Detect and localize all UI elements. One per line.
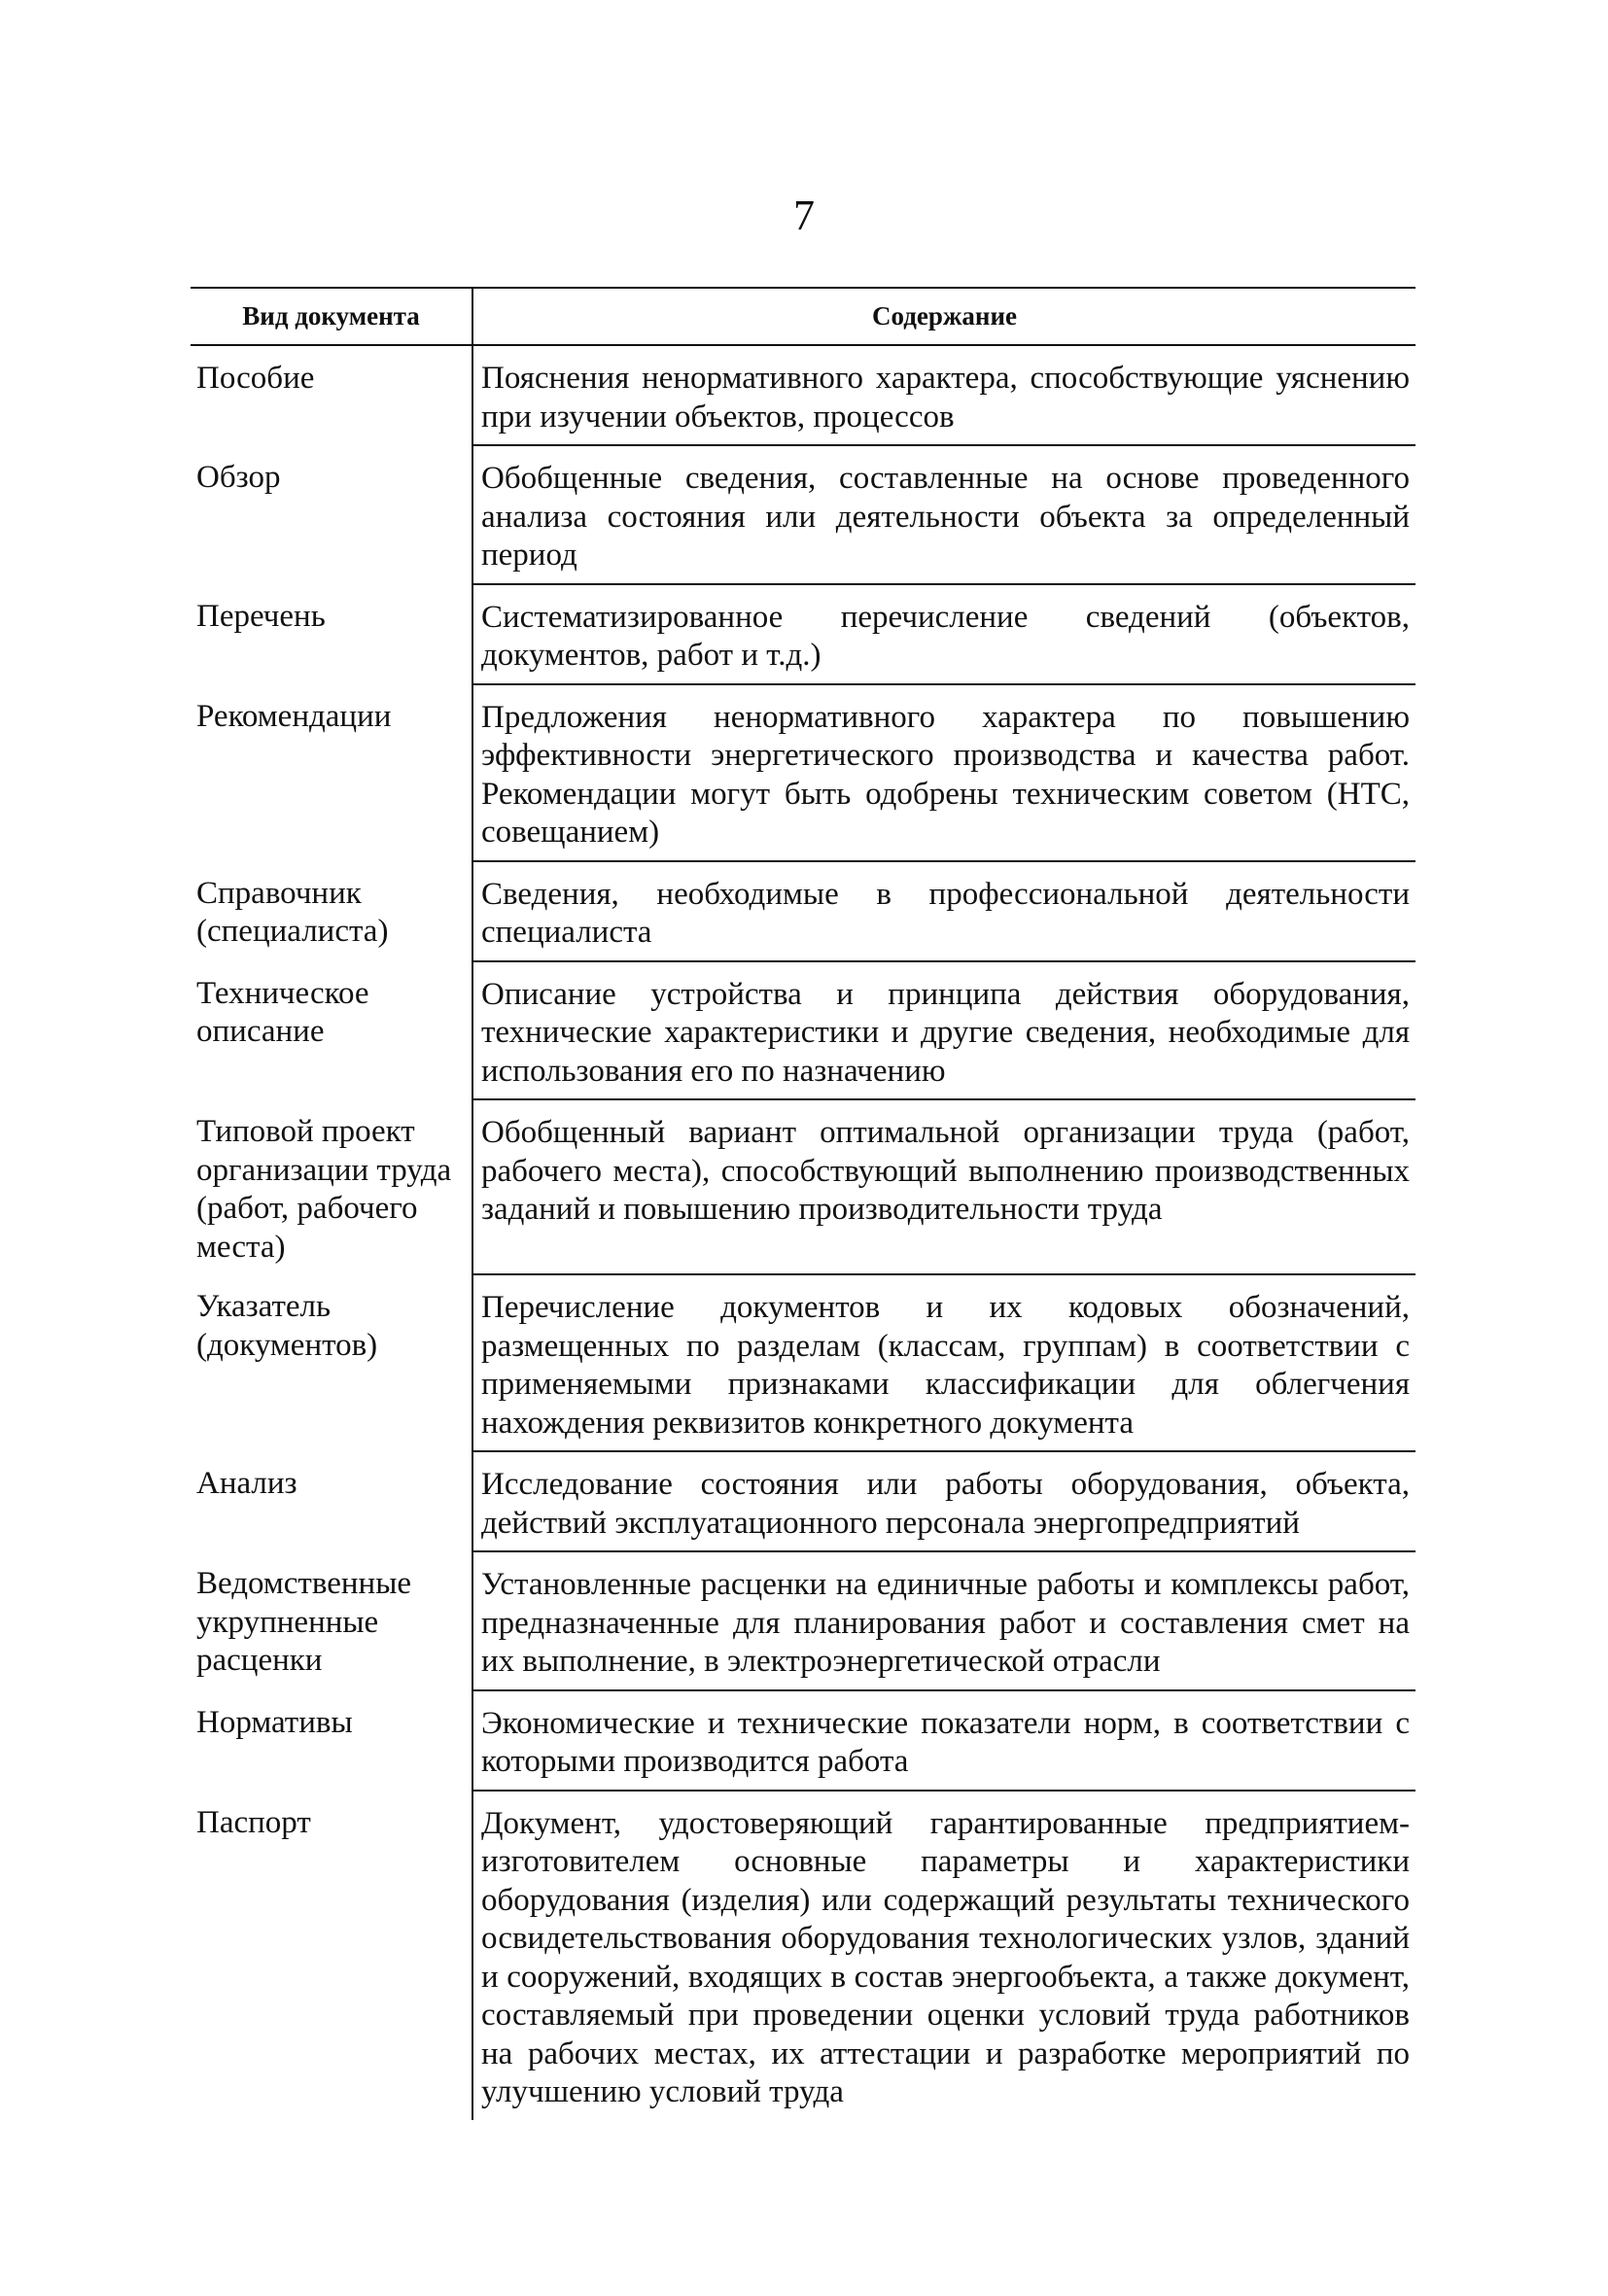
- table-row: [191, 1690, 1416, 1791]
- table-row: [191, 445, 1416, 584]
- document-kind-cell: Рекомендации: [191, 684, 472, 861]
- document-content-cell: Обобщенный вариант оптимальной организации труда (работ, рабочего места), способствующий выполнению производственных заданий и повышению производительности труда: [472, 1099, 1416, 1274]
- table-body: [191, 345, 1416, 2120]
- document-kind-cell: Техническое описание: [191, 961, 472, 1100]
- document-content-cell: Предложения ненормативного характера по повышению эффективности энергетического производства и качества работ. Рекомендации могут быть одобрены техническим советом (НТС, совещанием): [472, 684, 1416, 861]
- document-content-cell: Систематизированное перечисление сведений (объектов, документов, работ и т.д.): [472, 584, 1416, 684]
- document-kind-cell: Пособие: [191, 345, 472, 445]
- document-kind-cell: Анализ: [191, 1451, 472, 1551]
- document-types-table: [191, 287, 1416, 2120]
- document-content-cell: Обобщенные сведения, составленные на основе проведенного анализа состояния или деятельности объекта за определенный период: [472, 445, 1416, 584]
- document-kind-cell: Нормативы: [191, 1690, 472, 1791]
- document-content-cell: Описание устройства и принципа действия оборудования, технические характеристики и другие сведения, необходимые для использования его по назначению: [472, 961, 1416, 1100]
- table-row: [191, 1791, 1416, 2120]
- table-row: [191, 1551, 1416, 1690]
- header-document-kind: Вид документа: [191, 288, 472, 345]
- header-content: Содержание: [871, 301, 1018, 330]
- table-row: [191, 584, 1416, 684]
- table-row: [191, 861, 1416, 961]
- document-content-cell: Исследование состояния или работы оборудования, объекта, действий эксплуатационного персонала энергопредприятий: [472, 1451, 1416, 1551]
- table-row: [191, 1099, 1416, 1274]
- table-row: [191, 961, 1416, 1100]
- document-kind-cell: Справочник (специалиста): [191, 861, 472, 961]
- table-row: [191, 345, 1416, 445]
- document-kind-cell: Ведомственные укрупненные расценки: [191, 1551, 472, 1690]
- table-row: [191, 684, 1416, 861]
- table-row: [191, 1274, 1416, 1451]
- document-kind-cell: Паспорт: [191, 1791, 472, 2120]
- document-kind-cell: Обзор: [191, 445, 472, 584]
- table-header: [191, 288, 1416, 345]
- page-number: 7: [793, 191, 815, 239]
- table-row: [191, 1451, 1416, 1551]
- table-header-row: [191, 288, 1416, 345]
- document-kind-cell: Типовой проект организации труда (работ, рабочего места): [191, 1099, 472, 1274]
- document-kind-cell: Перечень: [191, 584, 472, 684]
- document-content-cell: Сведения, необходимые в профессиональной деятельности специалиста: [472, 861, 1416, 961]
- document-content-cell: Установленные расценки на единичные работы и комплексы работ, предназначенные для планирования работ и составления смет на их выполнение, в электроэнергетической отрасли: [472, 1551, 1416, 1690]
- document-content-cell: Перечисление документов и их кодовых обозначений, размещенных по разделам (классам, группам) в соответствии с применяемыми признаками классификации для облегчения нахождения реквизитов конкретного документа: [472, 1274, 1416, 1451]
- document-content-cell: Экономические и технические показатели норм, в соответствии с которыми производится работа: [472, 1690, 1416, 1791]
- document-content-cell: Документ, удостоверяющий гарантированные предприятием-изготовителем основные параметры и характеристики оборудования (изделия) или содержащий результаты технического освидетельствования оборудования технологических узлов, зданий и сооружений, входящих в состав энергообъекта, а также документ, составляемый при проведении оценки условий труда работников на рабочих местах, их аттестации и разработке мероприятий по улучшению условий труда: [472, 1791, 1416, 2120]
- document-content-cell: Пояснения ненормативного характера, способствующие уяснению при изучении объектов, процессов: [481, 361, 1410, 435]
- document-kind-cell: Указатель (документов): [191, 1274, 472, 1451]
